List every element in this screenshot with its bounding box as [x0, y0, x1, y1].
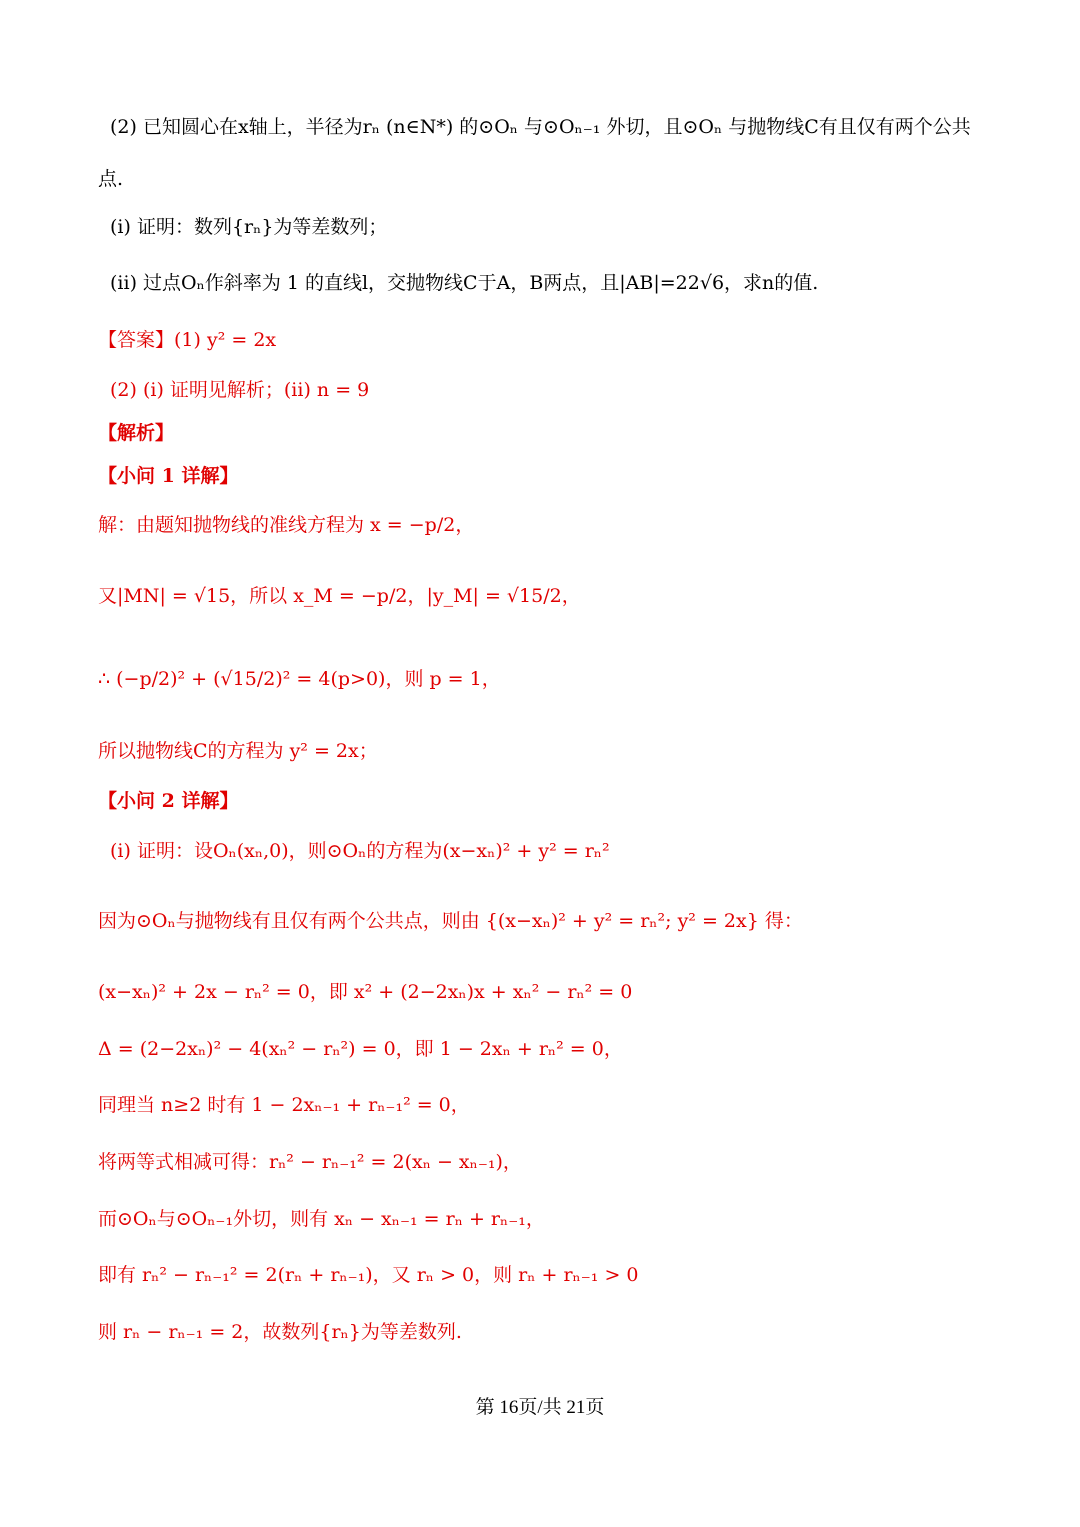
question-part2-line2: 点.: [98, 168, 124, 190]
sub2-line-9: 则 rₙ − rₙ₋₁ = 2，故数列{rₙ}为等差数列.: [98, 1321, 462, 1343]
question-part2-line1: (2) 已知圆心在x轴上，半径为rₙ (n∈N*) 的⊙Oₙ 与⊙Oₙ₋₁ 外切，且⊙Oₙ 与抛物线C有且仅有两个公共: [110, 116, 971, 138]
answer-part2: (2) (i) 证明见解析；(ii) n = 9: [110, 379, 370, 401]
analysis-label: 【解析】: [98, 422, 175, 444]
sub2-label: 【小问 2 详解】: [98, 790, 239, 812]
sub1-line-4: 所以抛物线C的方程为 y² = 2x；: [98, 740, 378, 762]
sub2-line-4: Δ = (2−2xₙ)² − 4(xₙ² − rₙ²) = 0，即 1 − 2xₙ + rₙ² = 0，: [98, 1038, 623, 1060]
sub1-line-3: ∴ (−p/2)² + (√15/2)² = 4(p>0)，则 p = 1，: [98, 668, 501, 690]
sub2-line-5: 同理当 n≥2 时有 1 − 2xₙ₋₁ + rₙ₋₁² = 0，: [98, 1094, 470, 1116]
sub2-line-2: 因为⊙Oₙ与抛物线有且仅有两个公共点，则由 {(x−xₙ)² + y² = rₙ²; y² = 2x} 得：: [98, 910, 803, 932]
sub2-line-6: 将两等式相减可得：rₙ² − rₙ₋₁² = 2(xₙ − xₙ₋₁)，: [98, 1151, 522, 1173]
sub2-line-7: 而⊙Oₙ与⊙Oₙ₋₁外切，则有 xₙ − xₙ₋₁ = rₙ + rₙ₋₁，: [98, 1208, 545, 1230]
answer-label: 【答案】: [98, 329, 175, 351]
sub1-label: 【小问 1 详解】: [98, 465, 239, 487]
sub2-line-3: (x−xₙ)² + 2x − rₙ² = 0，即 x² + (2−2xₙ)x + xₙ² − rₙ² = 0: [98, 981, 633, 1003]
sub2-line-8: 即有 rₙ² − rₙ₋₁² = 2(rₙ + rₙ₋₁)，又 rₙ > 0，则 rₙ + rₙ₋₁ > 0: [98, 1264, 639, 1286]
question-part-ii: (ii) 过点Oₙ作斜率为 1 的直线l，交抛物线C于A，B两点，且|AB|=22√6，求n的值.: [110, 272, 819, 294]
question-part-i: (i) 证明：数列{rₙ}为等差数列；: [110, 216, 388, 238]
sub1-line-2: 又|MN| = √15，所以 x_M = −p/2，|y_M| = √15/2，: [98, 585, 581, 607]
page-footer: 第 16页/共 21页: [475, 1397, 605, 1418]
sub1-line-1: 解：由题知抛物线的准线方程为 x = −p/2，: [98, 514, 475, 536]
answer-line1: [98, 331, 276, 350]
answer-part1: (1) y² = 2x: [174, 329, 277, 351]
sub2-line-1: (i) 证明：设Oₙ(xₙ,0)，则⊙Oₙ的方程为(x−xₙ)² + y² = rₙ²: [110, 840, 610, 862]
